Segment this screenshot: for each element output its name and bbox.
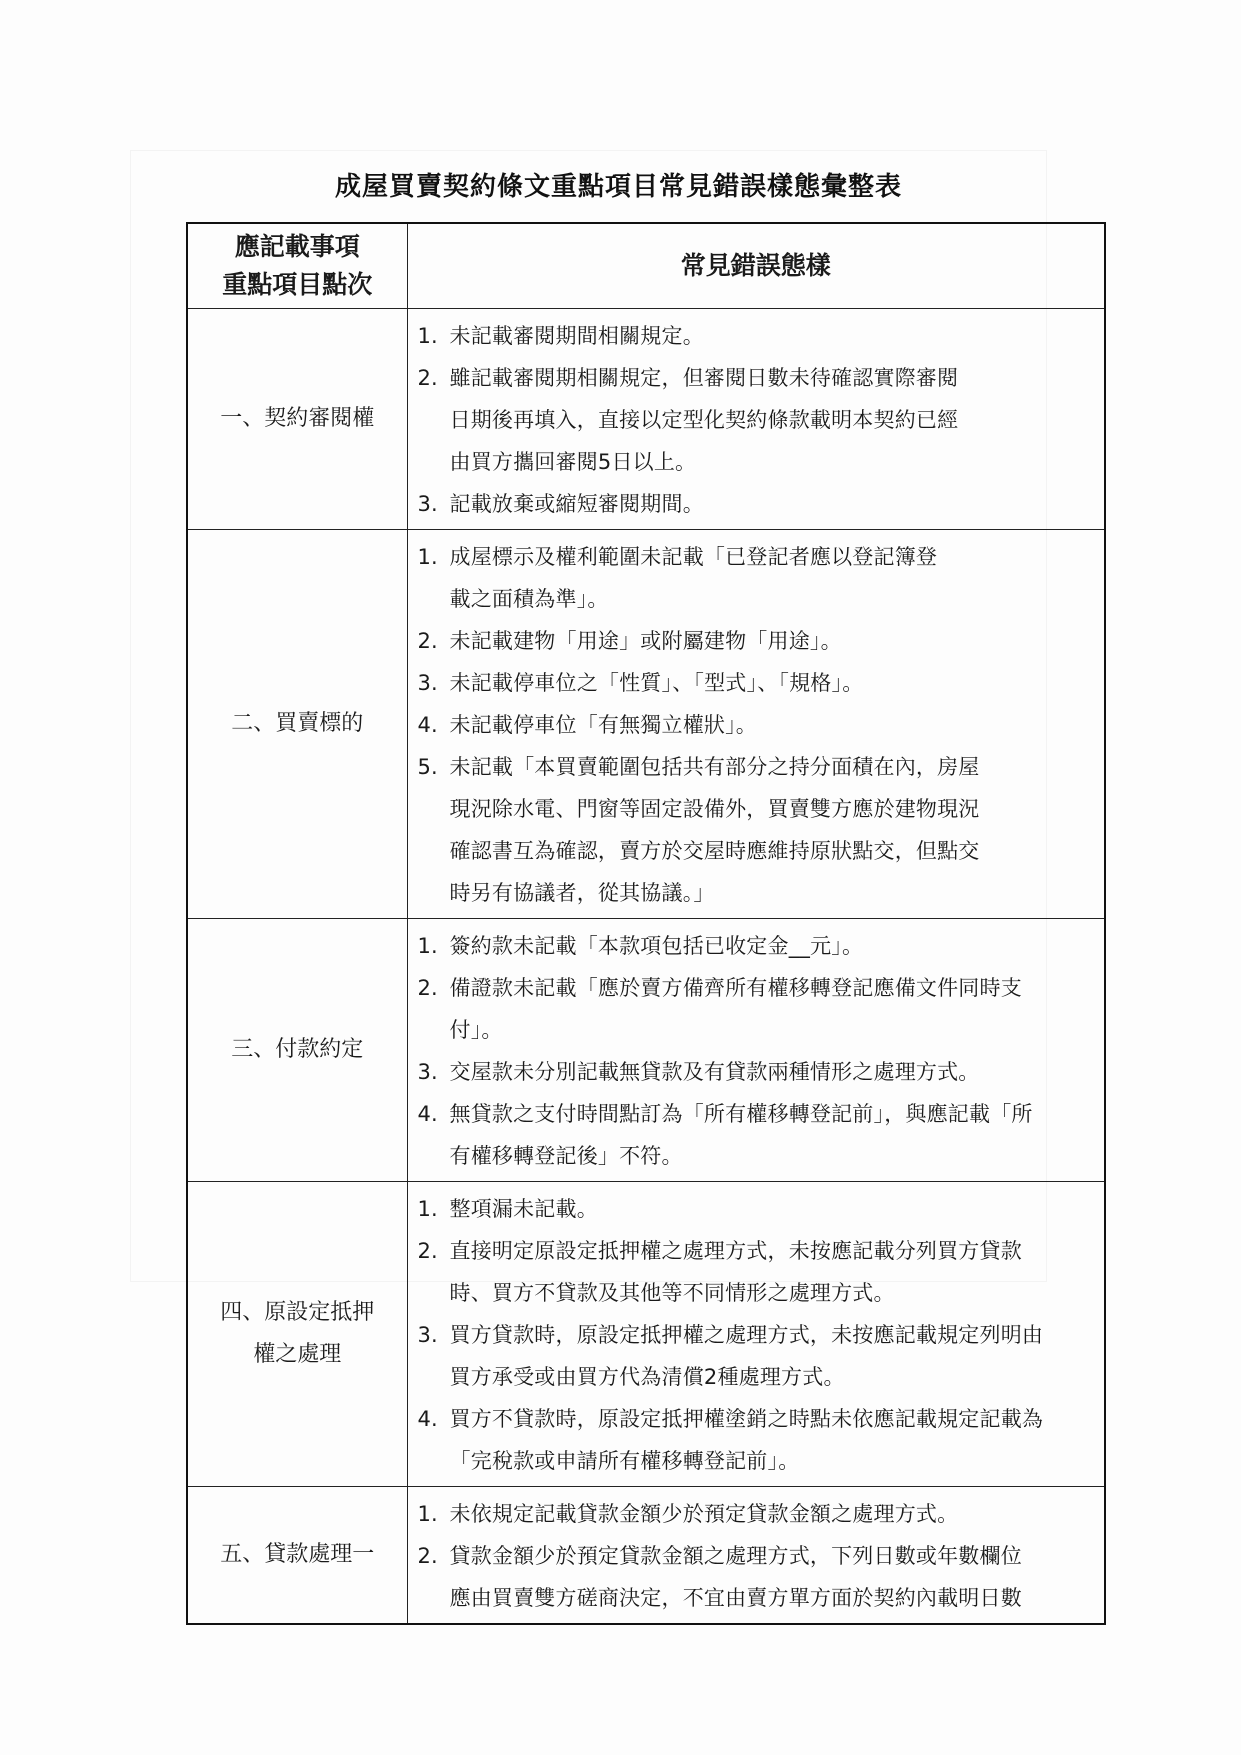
error-list-item <box>418 315 1095 357</box>
error-text-line: 由買方攜回審閱5日以上。 <box>449 450 697 474</box>
header-item-line-2: 重點項目點次 <box>222 270 373 299</box>
error-list-item <box>418 1493 1095 1535</box>
table-body <box>187 309 1105 1625</box>
error-text-line: 未依規定記載貸款金額少於預定貸款金額之處理方式。 <box>449 1502 959 1526</box>
item-cell <box>187 919 407 1182</box>
error-number: 3. <box>417 1060 438 1084</box>
errors-cell <box>407 1487 1105 1625</box>
error-text-line: 現況除水電、門窗等固定設備外，買賣雙方應於建物現況 <box>449 797 980 821</box>
errors-cell <box>407 530 1105 919</box>
error-text-line: 交屋款未分別記載無貸款及有貸款兩種情形之處理方式。 <box>449 1060 980 1084</box>
error-text-line: 載之面積為準」。 <box>449 587 609 611</box>
error-list-item <box>418 746 1095 914</box>
item-label: 三、付款約定 <box>231 1037 364 1062</box>
error-list-item <box>418 357 1095 483</box>
errors-cell <box>407 919 1105 1182</box>
error-number: 3. <box>417 492 438 516</box>
header-item-line-1: 應記載事項 <box>234 232 360 261</box>
error-number: 1. <box>417 545 438 569</box>
error-text-line: 日期後再填入，直接以定型化契約條款載明本契約已經 <box>449 408 959 432</box>
error-number: 1. <box>417 934 438 958</box>
error-list-item <box>418 704 1095 746</box>
error-list-item <box>418 536 1095 620</box>
error-text-line: 時、買方不貸款及其他等不同情形之處理方式。 <box>449 1281 895 1305</box>
item-cell <box>187 1487 407 1625</box>
item-cell <box>187 309 407 530</box>
error-number: 2. <box>417 629 438 653</box>
error-list-item <box>418 662 1095 704</box>
error-number: 3. <box>417 671 438 695</box>
item-label: 五、貸款處理一 <box>220 1542 375 1567</box>
error-number: 1. <box>417 324 438 348</box>
table-header-row <box>187 223 1105 309</box>
error-text-line: 雖記載審閱期相關規定，但審閱日數未待確認實際審閱 <box>449 366 959 390</box>
table-row <box>187 309 1105 530</box>
item-label: 四、原設定抵押 <box>220 1300 375 1325</box>
error-number: 2. <box>417 366 438 390</box>
error-text-line: 備證款未記載「應於賣方備齊所有權移轉登記應備文件同時支 <box>449 976 1022 1000</box>
error-number: 2. <box>417 1544 438 1568</box>
table-row <box>187 1182 1105 1487</box>
error-number: 1. <box>417 1197 438 1221</box>
error-number: 3. <box>417 1323 438 1347</box>
error-list-item <box>418 1188 1095 1230</box>
error-text-line: 未記載審閱期間相關規定。 <box>449 324 704 348</box>
error-list <box>418 925 1095 1177</box>
error-text-line: 買方承受或由買方代為清償2種處理方式。 <box>449 1365 845 1389</box>
error-text-line: 成屋標示及權利範圍未記載「已登記者應以登記簿登 <box>449 545 938 569</box>
errors-cell <box>407 1182 1105 1487</box>
error-number: 1. <box>417 1502 438 1526</box>
item-label: 一、契約審閱權 <box>220 406 375 431</box>
item-label: 二、買賣標的 <box>231 711 364 736</box>
error-text-line: 無貸款之支付時間點訂為「所有權移轉登記前」，與應記載「所 <box>449 1102 1033 1126</box>
error-number: 2. <box>417 976 438 1000</box>
error-text-line: 貸款金額少於預定貸款金額之處理方式，下列日數或年數欄位 <box>449 1544 1022 1568</box>
header-errors-column <box>407 223 1105 309</box>
error-text-line: 付」。 <box>449 1018 503 1042</box>
error-list-item <box>418 483 1095 525</box>
error-text-line: 「完稅款或申請所有權移轉登記前」。 <box>449 1449 800 1473</box>
error-text-line: 整項漏未記載。 <box>449 1197 598 1221</box>
header-item-column <box>187 223 407 309</box>
error-list-item <box>418 1314 1095 1398</box>
error-list <box>418 315 1095 525</box>
error-list-item <box>418 1535 1095 1619</box>
error-list <box>418 1188 1095 1482</box>
error-text-line: 確認書互為確認，賣方於交屋時應維持原狀點交，但點交 <box>449 839 980 863</box>
error-number: 4. <box>417 713 438 737</box>
error-list-item <box>418 1051 1095 1093</box>
error-text-line: 直接明定原設定抵押權之處理方式，未按應記載分列買方貸款 <box>449 1239 1022 1263</box>
error-text-line: 未記載停車位之「性質」、「型式」、「規格」。 <box>449 671 864 695</box>
error-list-item <box>418 1093 1095 1177</box>
error-summary-table <box>186 222 1106 1625</box>
error-text-line: 未記載「本買賣範圍包括共有部分之持分面積在內，房屋 <box>449 755 980 779</box>
item-cell <box>187 530 407 919</box>
error-text-line: 記載放棄或縮短審閱期間。 <box>449 492 704 516</box>
error-text-line: 應由買賣雙方磋商決定，不宜由賣方單方面於契約內載明日數 <box>449 1586 1022 1610</box>
error-list-item <box>418 1398 1095 1482</box>
error-number: 4. <box>417 1407 438 1431</box>
table-row <box>187 530 1105 919</box>
error-list-item <box>418 925 1095 967</box>
item-label: 權之處理 <box>253 1342 342 1367</box>
table-row <box>187 919 1105 1182</box>
error-number: 4. <box>417 1102 438 1126</box>
error-list-item <box>418 967 1095 1051</box>
error-list-item <box>418 620 1095 662</box>
error-list-item <box>418 1230 1095 1314</box>
error-list <box>418 1493 1095 1619</box>
error-number: 5. <box>417 755 438 779</box>
error-text-line: 簽約款未記載「本款項包括已收定金__元」。 <box>449 934 864 958</box>
errors-cell <box>407 309 1105 530</box>
header-errors-label: 常見錯誤態樣 <box>680 251 831 280</box>
error-number: 2. <box>417 1239 438 1263</box>
error-text-line: 未記載停車位「有無獨立權狀」。 <box>449 713 757 737</box>
item-cell <box>187 1182 407 1487</box>
error-text-line: 有權移轉登記後」不符。 <box>449 1144 683 1168</box>
table-row <box>187 1487 1105 1625</box>
error-list <box>418 536 1095 914</box>
error-text-line: 買方不貸款時，原設定抵押權塗銷之時點未依應記載規定記載為 <box>449 1407 1044 1431</box>
error-text-line: 時另有協議者，從其協議。」 <box>449 881 715 905</box>
error-text-line: 未記載建物「用途」或附屬建物「用途」。 <box>449 629 842 653</box>
document-title: 成屋買賣契約條文重點項目常見錯誤樣態彙整表 <box>334 172 902 202</box>
error-text-line: 買方貸款時，原設定抵押權之處理方式，未按應記載規定列明由 <box>449 1323 1044 1347</box>
